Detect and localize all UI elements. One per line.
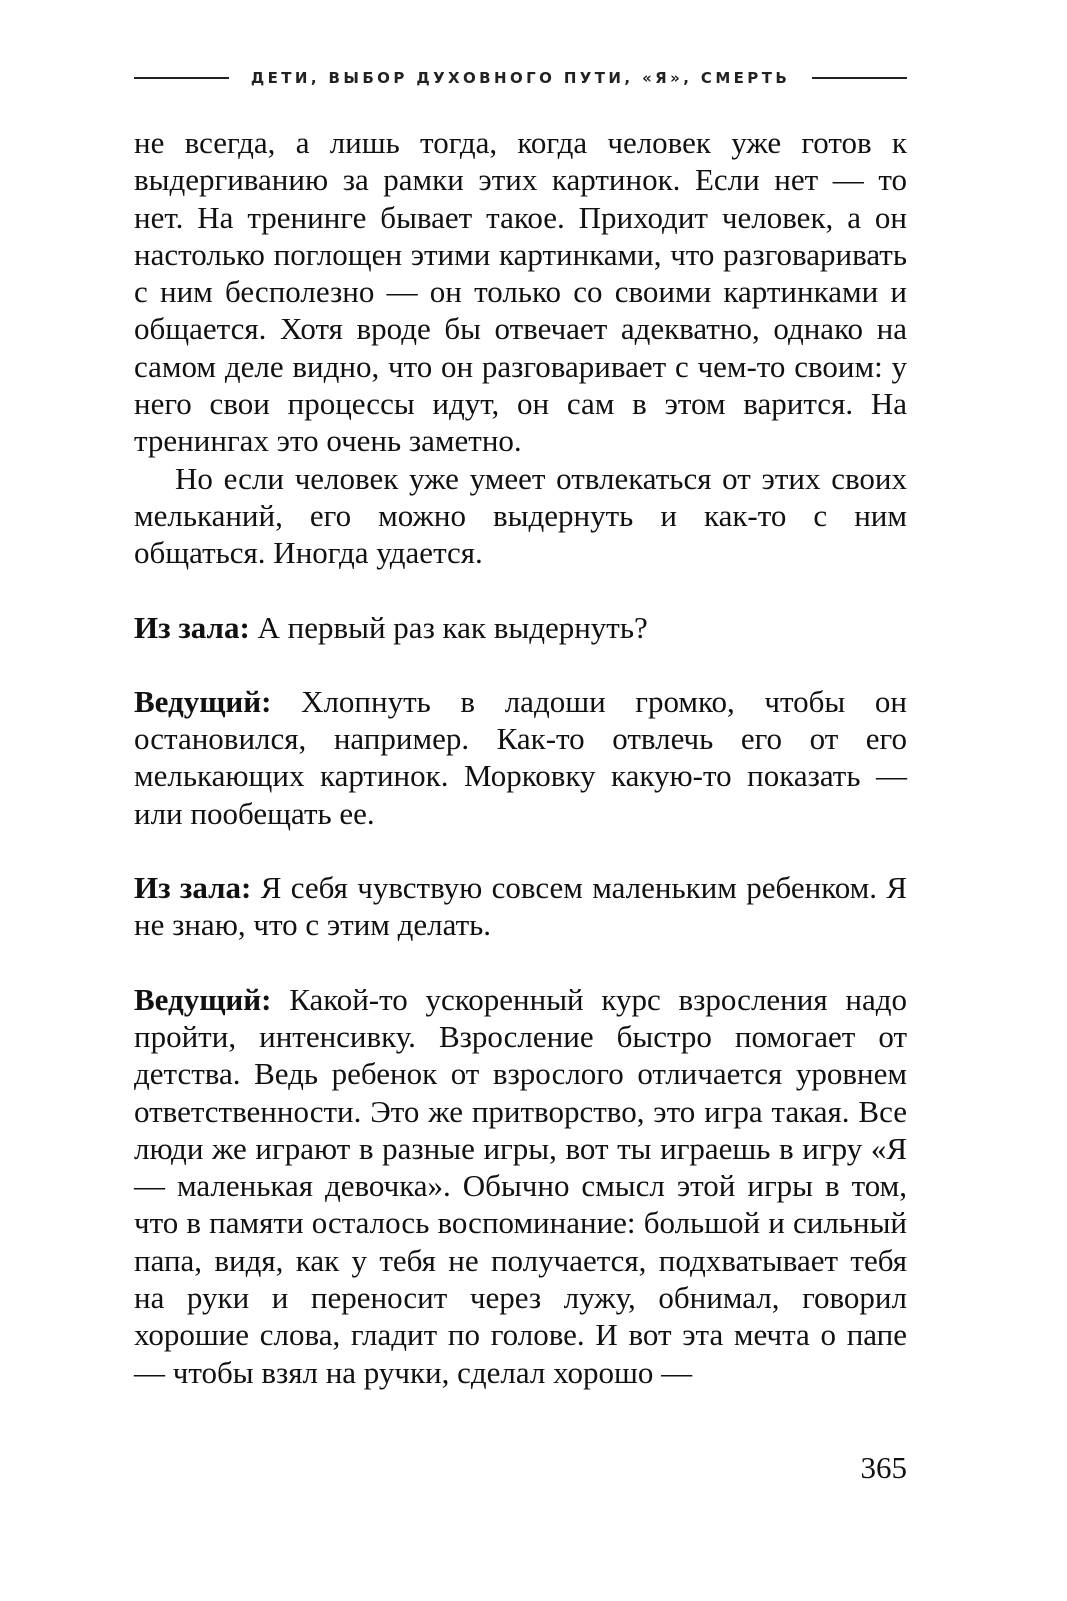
running-header — [134, 64, 907, 92]
dialogue-line-4 — [134, 981, 907, 1391]
paragraph-2: Но если человек уже умеет отвлекаться от этих своих мельканий, его можно выдернуть и как-то с ним общаться. Иногда удается. — [134, 460, 907, 571]
body-text — [134, 124, 907, 1391]
paragraph-gap — [134, 646, 907, 683]
header-rule-right — [812, 77, 907, 79]
speaker-label: Ведущий: — [134, 683, 272, 719]
dialogue-text: А первый раз как выдернуть? — [249, 609, 648, 645]
paragraph-1: не всегда, а лишь тогда, когда человек уже готов к выдергиванию за рамки этих картинок. Если нет — то нет. На тренинге бывает такое. Приходит человек, а он настолько поглощен этими картинками, что разговаривать с ним бесполезно — он только со своими картинками и общается. Хотя вроде бы отвечает адекватно, однако на самом деле видно, что он разговаривает с чем-то своим: у него свои процессы идут, он сам в этом варится. На тренингах это очень заметно. — [134, 125, 907, 459]
page-number: 365 — [860, 1450, 907, 1485]
speaker-label: Из зала: — [134, 870, 252, 906]
paragraph-gap — [134, 944, 907, 981]
dialogue-text: Хлопнуть в ладоши громко, чтобы он остановился, например. Как-то отвлечь его от его мелькающих картинок. Морковку какую-то показать — или пообещать ее. — [134, 683, 907, 831]
paragraph-gap — [134, 832, 907, 869]
dialogue-line-1 — [134, 609, 907, 646]
speaker-label: Из зала: — [134, 609, 250, 645]
speaker-label: Ведущий: — [134, 981, 272, 1017]
header-rule-left — [134, 77, 229, 79]
paragraph-gap — [134, 572, 907, 609]
chapter-title: ДЕТИ, ВЫБОР ДУХОВНОГО ПУТИ, «Я», СМЕРТЬ — [250, 69, 791, 87]
dialogue-line-2 — [134, 683, 907, 832]
dialogue-text: Я себя чувствую совсем маленьким ребенком. Я не знаю, что с этим делать. — [134, 870, 907, 943]
dialogue-line-3 — [134, 869, 907, 944]
dialogue-text: Какой-то ускоренный курс взросления надо пройти, интенсивку. Взросление быстро помогает от детства. Ведь ребенок от взрослого отличается уровнем ответственности. Это же притворство, это игра такая. Все люди же играют в разные игры, вот ты играешь в игру «Я — маленькая девочка». Обычно смысл этой игры в том, что в памяти осталось воспоминание: большой и сильный папа, видя, как у тебя не получается, подхватывает тебя на руки и переносит через лужу, обнимал, говорил хорошие слова, гладит по голове. И вот эта мечта о папе — чтобы взял на ручки, сделал хорошо — — [134, 981, 907, 1390]
